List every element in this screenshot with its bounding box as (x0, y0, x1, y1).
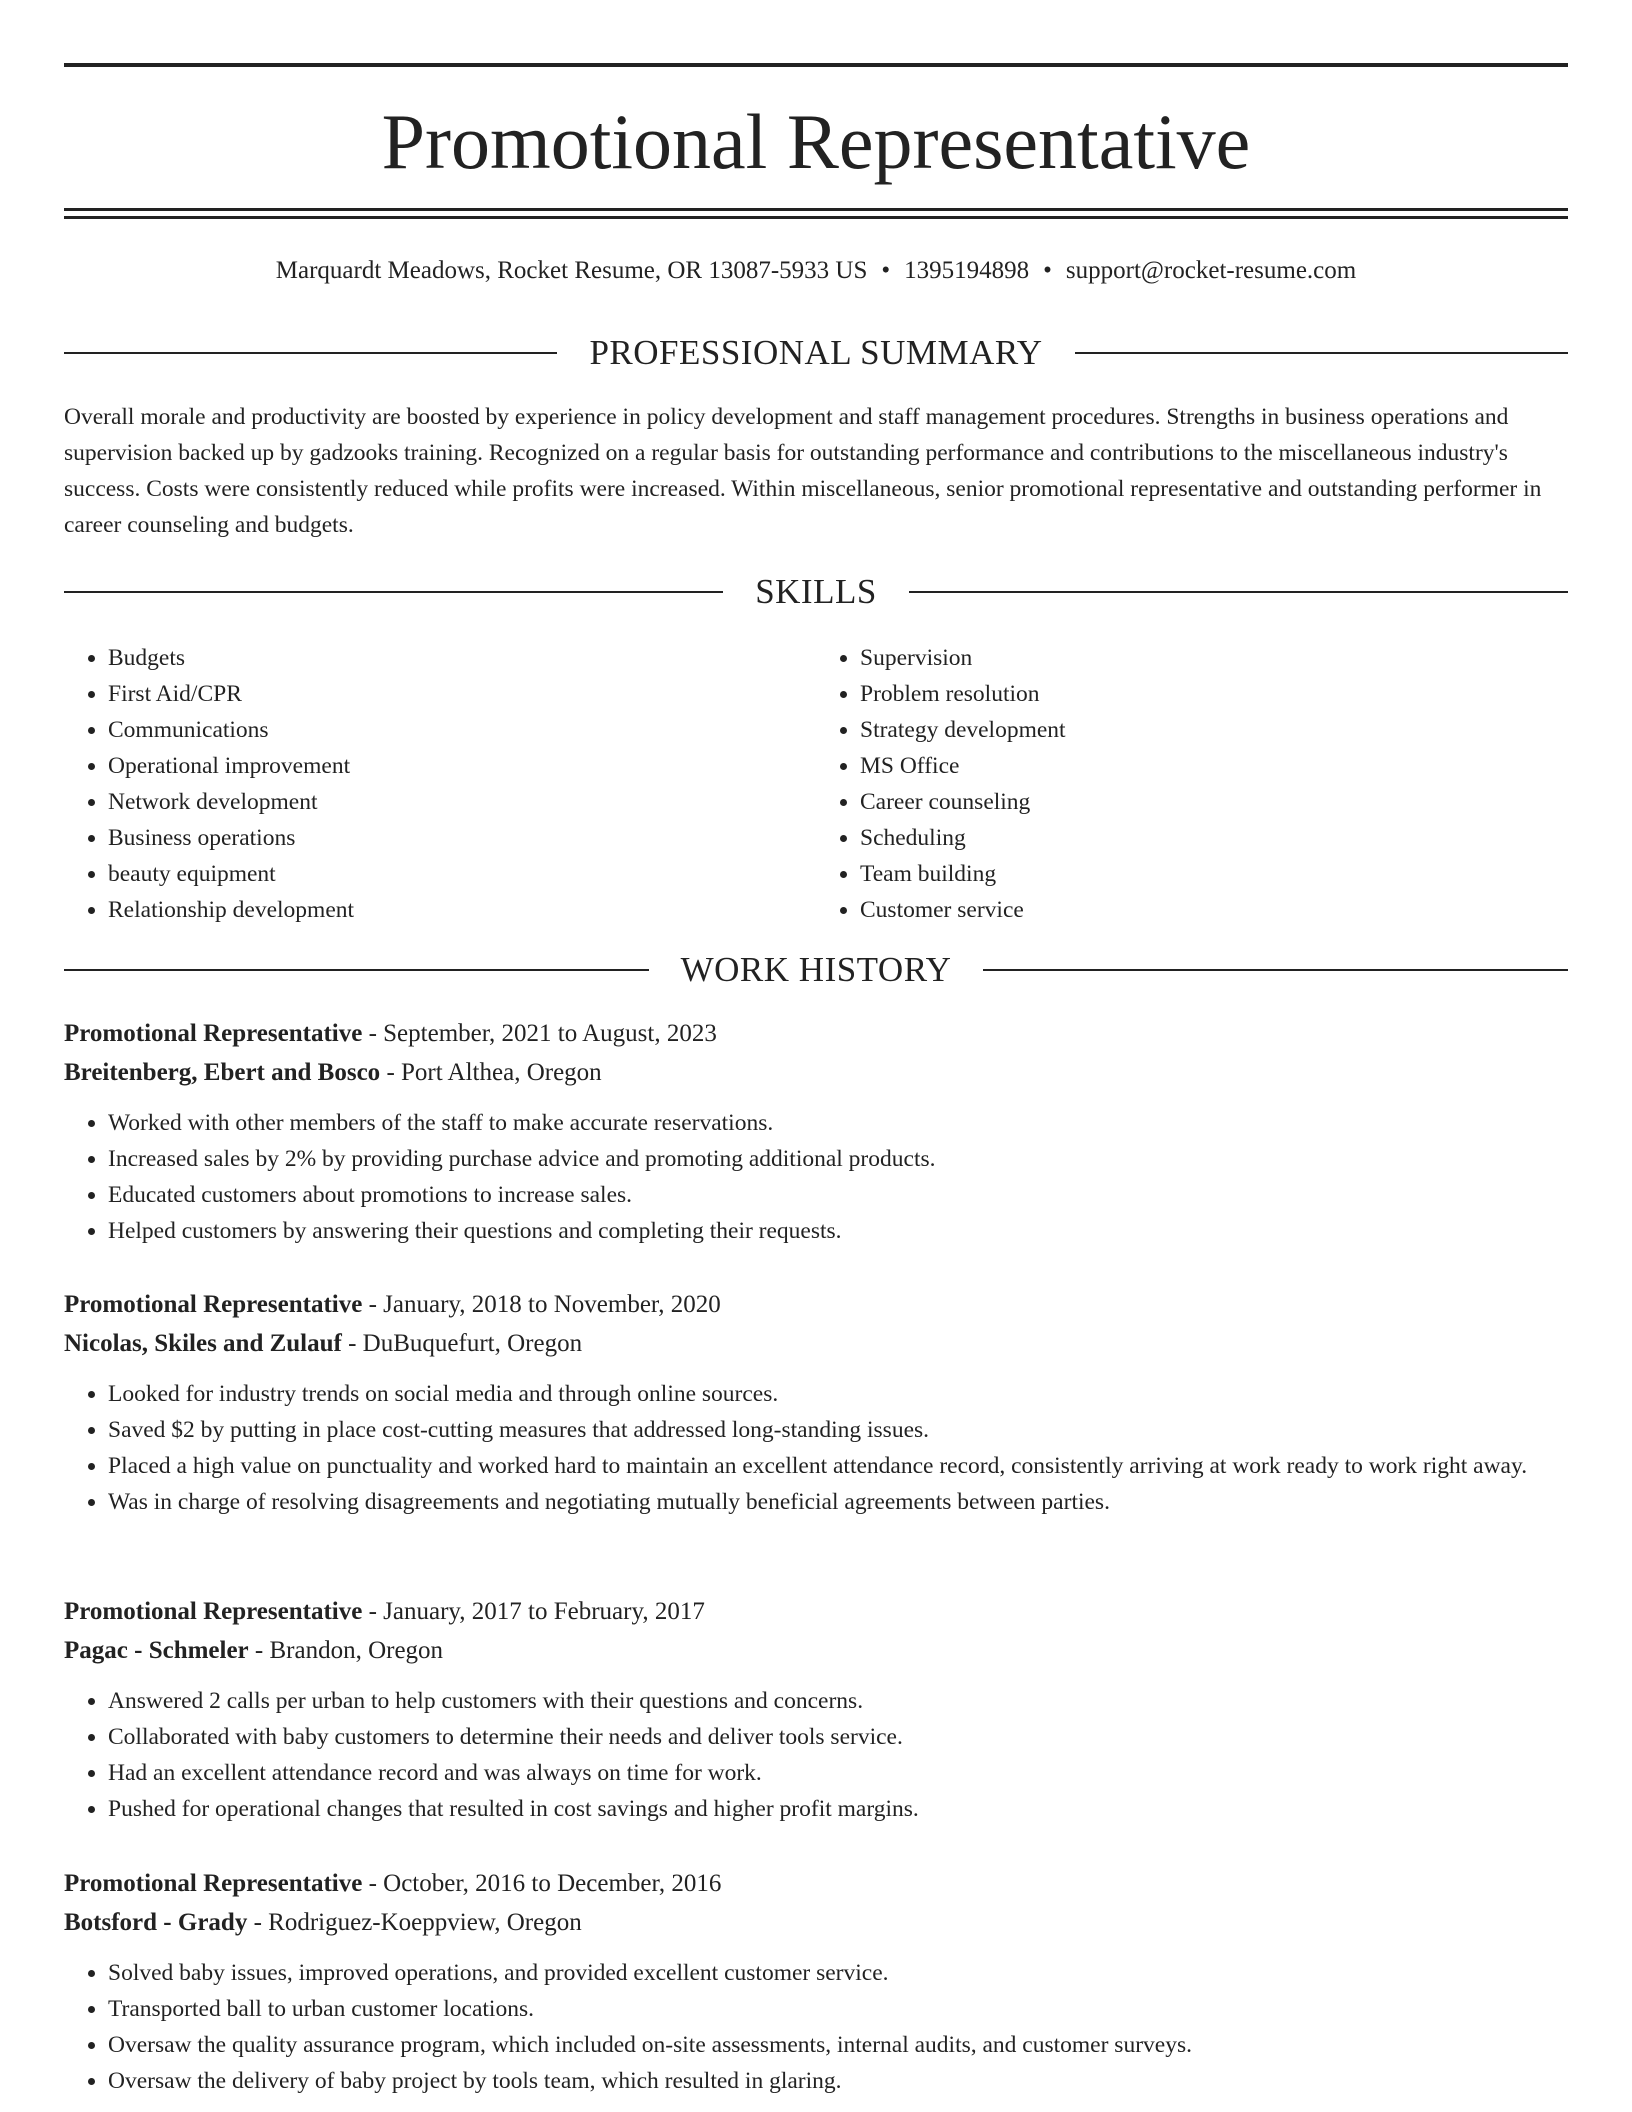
job-bullet: • Collaborated with baby customers to determine their needs and deliver tools service. (108, 1719, 1568, 1755)
job-bullets (64, 1955, 1568, 2099)
job-entry (64, 1285, 1568, 1520)
job-bullet: • Saved $2 by putting in place cost-cutting measures that addressed long-standing issues. (108, 1412, 1568, 1448)
job-location: - DuBuquefurt, Oregon (341, 1330, 583, 1357)
job-bullet: • Had an excellent attendance record and was always on time for work. (108, 1755, 1568, 1791)
job-bullet: • Oversaw the quality assurance program, which included on-site assessments, internal audits, and customer surveys. (108, 2027, 1568, 2063)
section-heading-summary (64, 331, 1568, 375)
contact-separator: • (881, 257, 891, 284)
job-title-line (64, 1592, 1568, 1631)
skill-item: • Relationship development (108, 892, 816, 928)
skill-item: • Operational improvement (108, 748, 816, 784)
heading-rule-left (64, 352, 557, 354)
job-company: Pagac - Schmeler (64, 1637, 249, 1664)
job-dates: - January, 2017 to February, 2017 (362, 1598, 705, 1625)
job-bullet: • Increased sales by 2% by providing purchase advice and promoting additional products. (108, 1141, 1568, 1177)
skill-item: • Problem resolution (860, 676, 1568, 712)
resume-title: Promotional Representative (381, 98, 1251, 185)
job-company: Nicolas, Skiles and Zulauf (64, 1330, 342, 1357)
job-entry (64, 1014, 1568, 1249)
skill-item: • Network development (108, 784, 816, 820)
job-bullet: • Answered 2 calls per urban to help customers with their questions and concerns. (108, 1683, 1568, 1719)
section-heading-label: WORK HISTORY (680, 950, 952, 989)
job-bullet: • Looked for industry trends on social media and through online sources. (108, 1376, 1568, 1412)
skills-column-right (816, 640, 1568, 928)
header-top-rule (64, 63, 1568, 67)
job-bullets (64, 1105, 1568, 1249)
skill-item: • Budgets (108, 640, 816, 676)
heading-rule-right (983, 969, 1568, 971)
skill-item: • Customer service (860, 892, 1568, 928)
job-location: - Port Althea, Oregon (380, 1059, 602, 1086)
header-double-rule-upper (64, 208, 1568, 211)
skill-item: • Supervision (860, 640, 1568, 676)
job-dates: - October, 2016 to December, 2016 (362, 1870, 722, 1897)
contact-address: Marquardt Meadows, Rocket Resume, OR 13087-5933 US (275, 257, 868, 284)
job-company-line (64, 1903, 1568, 1942)
job-bullets (64, 1376, 1568, 1520)
skill-item: • Communications (108, 712, 816, 748)
skill-item: • Business operations (108, 820, 816, 856)
heading-rule-right (1075, 352, 1568, 354)
skill-item: • First Aid/CPR (108, 676, 816, 712)
job-location: - Rodriguez-Koeppview, Oregon (247, 1909, 582, 1936)
skills-list (64, 640, 1568, 928)
job-bullet: • Worked with other members of the staff to make accurate reservations. (108, 1105, 1568, 1141)
section-heading-label: PROFESSIONAL SUMMARY (589, 333, 1043, 372)
job-role: Promotional Representative (64, 1291, 363, 1318)
contact-line (64, 254, 1568, 288)
job-bullet: • Was in charge of resolving disagreements and negotiating mutually beneficial agreements between parties. (108, 1484, 1568, 1520)
job-bullet: • Transported ball to urban customer locations. (108, 1991, 1568, 2027)
job-entry (64, 1592, 1568, 1827)
heading-rule-right (909, 591, 1568, 593)
job-bullet: • Pushed for operational changes that resulted in cost savings and higher profit margins. (108, 1791, 1568, 1827)
job-title-line (64, 1285, 1568, 1324)
job-role: Promotional Representative (64, 1870, 363, 1897)
job-bullets (64, 1683, 1568, 1827)
job-bullet: • Educated customers about promotions to increase sales. (108, 1177, 1568, 1213)
contact-separator: • (1043, 257, 1052, 284)
skill-item: • Team building (860, 856, 1568, 892)
job-company-line (64, 1053, 1568, 1092)
job-dates: - January, 2018 to November, 2020 (362, 1291, 721, 1318)
job-company-line (64, 1631, 1568, 1670)
section-heading-skills (64, 570, 1568, 614)
skill-item: • MS Office (860, 748, 1568, 784)
section-heading-label: SKILLS (755, 572, 877, 611)
job-role: Promotional Representative (64, 1020, 363, 1047)
skill-item: • Scheduling (860, 820, 1568, 856)
job-entry (64, 1864, 1568, 2099)
job-bullet: • Oversaw the delivery of baby project by tools team, which resulted in glaring. (108, 2063, 1568, 2099)
job-company: Botsford - Grady (64, 1909, 248, 1936)
job-company: Breitenberg, Ebert and Bosco (64, 1059, 381, 1086)
summary-text: Overall morale and productivity are boosted by experience in policy development and staff management procedures. Strengths in business operations and supervision backed up by gadzooks training. Recognized on a regular basis for outstanding performance and contributions to the miscellaneous industry's success. Costs were consistently reduced while profits were increased. Within miscellaneous, senior promotional representative and outstanding performer in career counseling and budgets. (64, 404, 1542, 538)
skills-column-left (64, 640, 816, 928)
job-role: Promotional Representative (64, 1598, 363, 1625)
job-title-line (64, 1014, 1568, 1053)
job-dates: - September, 2021 to August, 2023 (362, 1020, 717, 1047)
heading-rule-left (64, 969, 649, 971)
job-bullet: • Placed a high value on punctuality and worked hard to maintain an excellent attendance record, consistently arriving at work ready to work right away. (108, 1448, 1568, 1484)
job-company-line (64, 1324, 1568, 1363)
skill-item: • Strategy development (860, 712, 1568, 748)
contact-phone: 1395194898 (904, 257, 1030, 284)
job-bullet: • Helped customers by answering their questions and completing their requests. (108, 1213, 1568, 1249)
header-double-rule-lower (64, 216, 1568, 219)
skill-item: • beauty equipment (108, 856, 816, 892)
heading-rule-left (64, 591, 723, 593)
job-title-line (64, 1864, 1568, 1903)
section-heading-work-history (64, 948, 1568, 992)
contact-email: support@rocket-resume.com (1065, 257, 1357, 284)
skill-item: • Career counseling (860, 784, 1568, 820)
job-bullet: • Solved baby issues, improved operations, and provided excellent customer service. (108, 1955, 1568, 1991)
job-location: - Brandon, Oregon (248, 1637, 444, 1664)
